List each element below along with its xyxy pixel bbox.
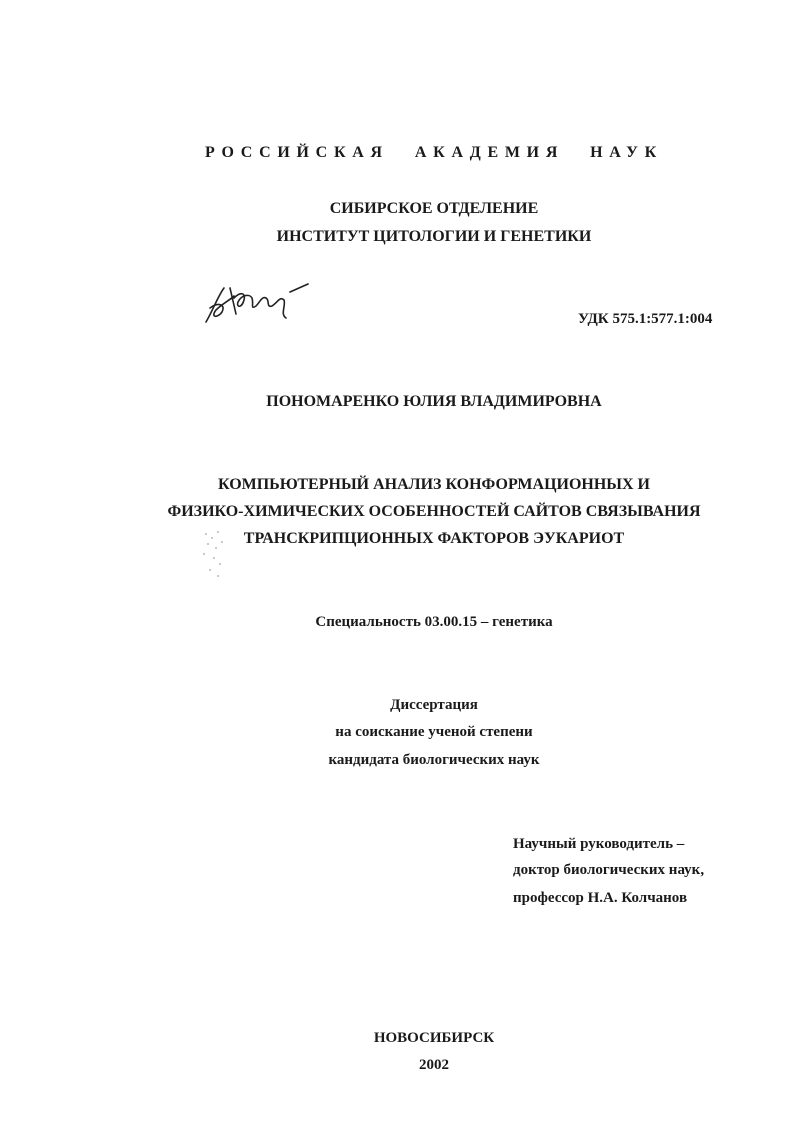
handwritten-signature xyxy=(200,278,312,328)
advisor-line-3: профессор Н.А. Колчанов xyxy=(513,890,688,906)
degree-line-1: Диссертация xyxy=(390,697,478,713)
branch-heading: СИБИРСКОЕ ОТДЕЛЕНИЕ xyxy=(329,200,539,217)
advisor-line-2: доктор биологических наук, xyxy=(513,862,705,878)
thesis-title-line-1: КОМПЬЮТЕРНЫЙ АНАЛИЗ КОНФОРМАЦИОННЫХ И xyxy=(217,476,650,493)
udk-code: УДК 575.1:577.1:004 xyxy=(578,311,713,327)
thesis-title-line-2: ФИЗИКО-ХИМИЧЕСКИХ ОСОБЕННОСТЕЙ САЙТОВ СВЯЗЫВАНИЯ xyxy=(167,503,701,520)
author-name: ПОНОМАРЕНКО ЮЛИЯ ВЛАДИМИРОВНА xyxy=(266,393,602,410)
academy-word-3: НАУК xyxy=(590,144,663,161)
advisor-line-1: Научный руководитель – xyxy=(513,836,685,852)
thesis-title-line-3: ТРАНСКРИПЦИОННЫХ ФАКТОРОВ ЭУКАРИОТ xyxy=(243,530,625,547)
academy-word-2: АКАДЕМИЯ xyxy=(414,144,565,161)
institute-heading: ИНСТИТУТ ЦИТОЛОГИИ И ГЕНЕТИКИ xyxy=(276,228,592,245)
city: НОВОСИБИРСК xyxy=(373,1030,495,1046)
academy-heading xyxy=(0,144,793,162)
year: 2002 xyxy=(419,1057,449,1073)
degree-line-2: на соискание ученой степени xyxy=(335,724,533,740)
degree-line-3: кандидата биологических наук xyxy=(328,752,540,768)
academy-word-1: РОССИЙСКАЯ xyxy=(205,144,389,161)
specialty: Специальность 03.00.15 – генетика xyxy=(315,614,553,630)
faint-stamp-marks xyxy=(198,528,238,588)
